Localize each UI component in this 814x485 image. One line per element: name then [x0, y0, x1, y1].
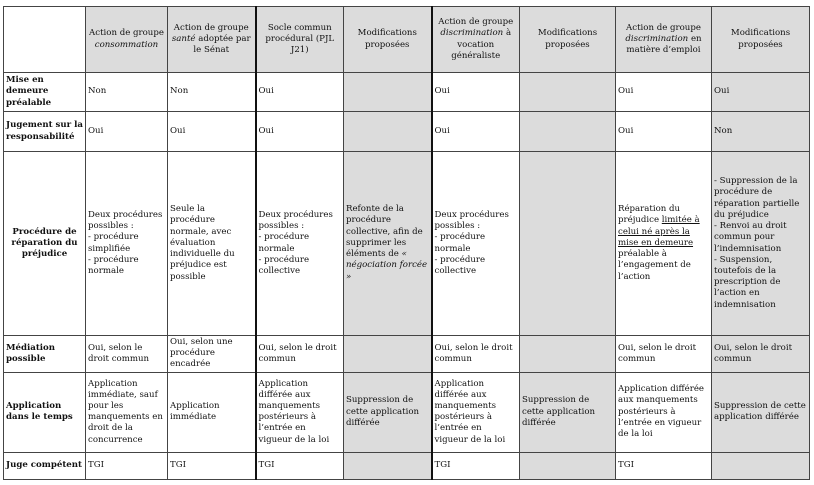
header-italic: consommation: [94, 39, 159, 50]
table-row: [4, 452, 810, 479]
table-cell: - Suppression de la procédure de réparation partielle du préjudice - Renvoi au droit commun pour l’indemnisation - Suspension, toutefois de la prescription de l’action en indemnisation: [712, 152, 810, 336]
table-cell: Suppression de cette application différée: [712, 372, 810, 452]
table-cell: TGI: [86, 452, 168, 479]
table-cell: Oui: [432, 112, 520, 152]
table-cell: Oui, selon le droit commun: [616, 336, 712, 373]
table-cell: TGI: [616, 452, 712, 479]
table-cell: [520, 112, 616, 152]
table-cell: Seule la procédure normale, avec évaluation individuelle du préjudice est possible: [168, 152, 256, 336]
header-italic: discrimination: [625, 33, 689, 44]
comparison-table: [3, 6, 810, 480]
table-cell: Oui: [432, 73, 520, 112]
header-text: Modifications proposées: [537, 28, 598, 50]
header-modifications-3: [712, 7, 810, 73]
row-label-procedure: Procédure de réparation du préjudice: [4, 152, 86, 336]
table-cell: Oui, selon le droit commun: [86, 336, 168, 373]
table-cell: Oui: [616, 73, 712, 112]
table-row: [4, 372, 810, 452]
table-cell: [344, 73, 432, 112]
table-cell: [344, 336, 432, 373]
table-cell: Non: [86, 73, 168, 112]
row-label-jugement: Jugement sur la responsabilité: [4, 112, 86, 152]
table-cell: [344, 112, 432, 152]
header-consommation: [86, 7, 168, 73]
table-cell: [344, 152, 432, 336]
row-label-mise-en-demeure: Mise en demeure préalable: [4, 73, 86, 112]
header-text: Modifications proposées: [730, 28, 791, 50]
header-text: à vocation généraliste: [451, 28, 512, 61]
table-cell: Application différée aux manquements postérieurs à l’entrée en vigueur de la loi: [256, 372, 344, 452]
table-cell: [344, 452, 432, 479]
table-cell: TGI: [432, 452, 520, 479]
table-cell: Oui: [712, 73, 810, 112]
header-italic: discrimination: [440, 28, 504, 39]
table-row: [4, 112, 810, 152]
cell-text: Refonte de la procédure collective, afin de supprimer les éléments de: [346, 204, 423, 260]
table-cell: Non: [168, 73, 256, 112]
table-cell: TGI: [168, 452, 256, 479]
header-text: Modifications proposées: [357, 28, 417, 50]
table-cell: Oui: [616, 112, 712, 152]
table-cell: Oui, selon le droit commun: [712, 336, 810, 373]
table-row: [4, 152, 810, 336]
header-socle-commun: [256, 7, 344, 73]
cell-text-italic: « négociation forcée »: [346, 249, 428, 282]
table-cell: Oui: [256, 73, 344, 112]
table-cell: TGI: [256, 452, 344, 479]
header-modifications-1: [344, 7, 432, 73]
table-cell: Non: [712, 112, 810, 152]
header-text: Action de groupe: [173, 22, 249, 33]
header-row: [4, 7, 810, 73]
table-cell: [520, 73, 616, 112]
header-modifications-2: [520, 7, 616, 73]
row-label-juge: Juge compétent: [4, 452, 86, 479]
table-cell: Application immédiate: [168, 372, 256, 452]
table-cell: Suppression de cette application différée: [344, 372, 432, 452]
header-text: Action de groupe: [438, 17, 514, 28]
table-cell: Deux procédures possibles : - procédure simplifiée - procédure normale: [86, 152, 168, 336]
corner-cell: [4, 7, 86, 73]
table-cell: [616, 152, 712, 336]
header-discrimination-emploi: [616, 7, 712, 73]
header-text: Socle commun procédural (PJL J21): [265, 22, 335, 56]
table-cell: Oui: [86, 112, 168, 152]
row-label-application: Application dans le temps: [4, 372, 86, 452]
cell-text: Réparation du préjudice: [618, 204, 681, 226]
table-cell: Application immédiate, sauf pour les manquements en droit de la concurrence: [86, 372, 168, 452]
table-cell: Oui: [168, 112, 256, 152]
table-cell: Oui, selon le droit commun: [432, 336, 520, 373]
table-cell: Application différée aux manquements postérieurs à l’entrée en vigueur de la loi: [616, 372, 712, 452]
table-cell: [520, 152, 616, 336]
header-text: en matière d’emploi: [626, 33, 702, 56]
table-cell: Oui: [256, 112, 344, 152]
table-cell: Application différée aux manquements postérieurs à l’entrée en vigueur de la loi: [432, 372, 520, 452]
header-discrimination-generaliste: [432, 7, 520, 73]
table-cell: Oui, selon le droit commun: [256, 336, 344, 373]
header-text: Action de groupe: [626, 22, 701, 33]
table-cell: [520, 452, 616, 479]
table-cell: Deux procédures possibles : - procédure normale - procédure collective: [256, 152, 344, 336]
row-label-mediation: Médiation possible: [4, 336, 86, 373]
table-cell: [520, 336, 616, 373]
table-cell: Suppression de cette application différée: [520, 372, 616, 452]
cell-text-underlined: limitée à celui né après la mise en demeure: [618, 215, 700, 248]
table-row: [4, 336, 810, 373]
table-cell: Oui, selon une procédure encadrée: [168, 336, 256, 373]
header-sante: [168, 7, 256, 73]
header-text: adoptée par le Sénat: [193, 33, 251, 56]
table-cell: [712, 452, 810, 479]
cell-text: préalable à l’engagement de l’action: [618, 249, 691, 282]
table-cell: Deux procédures possibles : - procédure normale - procédure collective: [432, 152, 520, 336]
header-text: Action de groupe: [89, 28, 164, 39]
table-row: [4, 73, 810, 112]
header-italic: santé: [171, 33, 196, 44]
